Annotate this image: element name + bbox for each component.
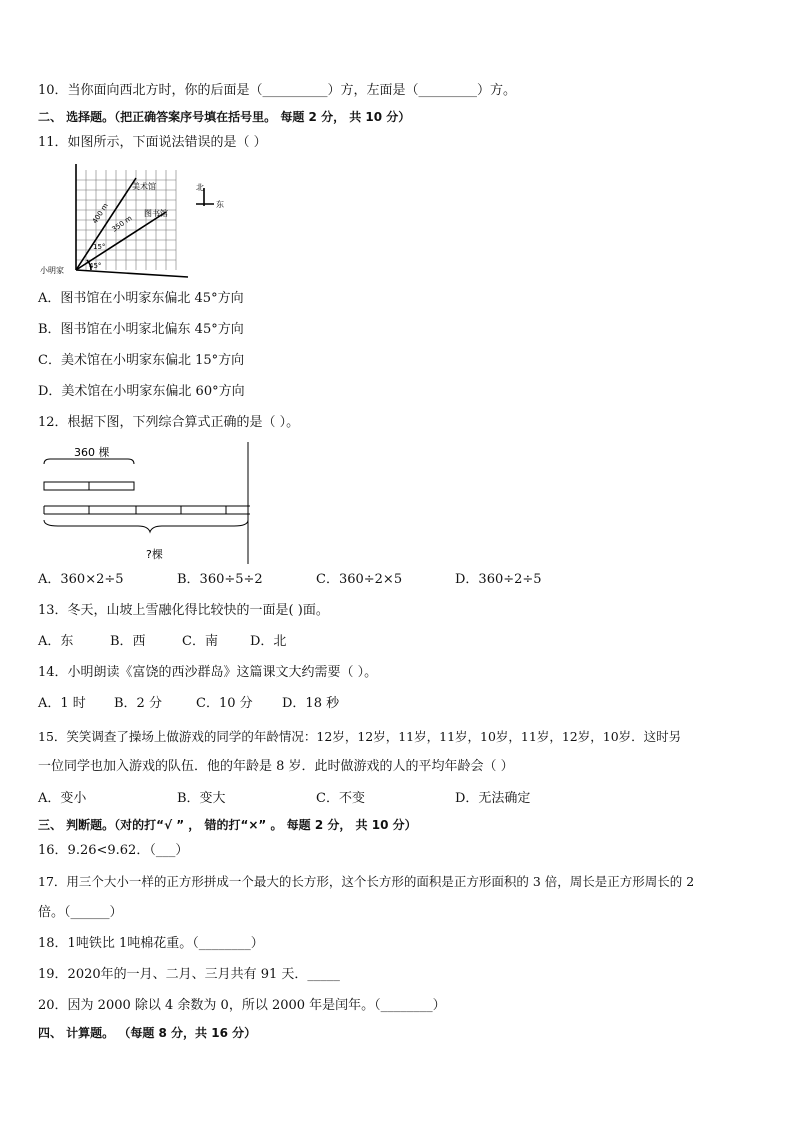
q14-option-b: B．2 分 [114, 696, 162, 711]
question-11-figure [36, 160, 236, 282]
north-label: 北 [196, 183, 204, 192]
question-15-line-2: 一位同学也加入游戏的队伍．他的年龄是 8 岁．此时做游戏的人的平均年龄会（ ） [38, 759, 514, 774]
home-label: 小明家 [40, 266, 64, 275]
library-label: 图书馆 [144, 209, 168, 218]
section-4-heading: 四、 计算题。 （每题 8 分，共 16 分） [38, 1026, 257, 1040]
question-13: 13．冬天，山坡上雪融化得比较快的一面是( )面。 [38, 603, 329, 618]
question-19: 19．2020年的一月、二月、三月共有 91 天．_____ [38, 967, 340, 982]
fig12-bottom-label: ?棵 [146, 548, 163, 561]
q13-option-b: B．西 [110, 634, 146, 649]
q13-option-c: C．南 [182, 634, 218, 649]
fig12-top-label: 360 棵 [74, 446, 110, 459]
angle-45-label: 45° [89, 262, 102, 270]
q14-option-a: A．1 时 [38, 696, 86, 711]
section-3-heading: 三、 判断题。（对的打“√ ” ， 错的打“×” 。 每题 2 分， 共 10 分） [38, 818, 417, 832]
q15-option-a: A．变小 [38, 791, 87, 806]
q12-option-b: B．360÷5÷2 [177, 572, 263, 587]
q12-option-a: A．360×2÷5 [38, 572, 124, 587]
q11-option-d: D．美术馆在小明家东偏北 60°方向 [38, 384, 245, 399]
question-17-line-1: 17．用三个大小一样的正方形拼成一个最大的长方形，这个长方形的面积是正方形面积的 3 倍，周长是正方形周长的 2 [38, 874, 695, 889]
q11-option-a: A．图书馆在小明家东偏北 45°方向 [38, 291, 244, 306]
question-18: 18．1吨铁比 1吨棉花重。（________） [38, 936, 264, 951]
question-11: 11．如图所示，下面说法错误的是（ ） [38, 135, 267, 150]
q12-option-c: C．360÷2×5 [316, 572, 403, 587]
q11-option-c: C．美术馆在小明家东偏北 15°方向 [38, 353, 245, 368]
angle-15-label: 15° [93, 243, 106, 251]
question-12: 12．根据下图，下列综合算式正确的是（ ）。 [38, 415, 300, 430]
q12-option-d: D．360÷2÷5 [455, 572, 542, 587]
east-label: 东 [216, 200, 224, 209]
section-2-heading: 二、 选择题。（把正确答案序号填在括号里。 每题 2 分， 共 10 分） [38, 110, 411, 124]
question-20: 20．因为 2000 除以 4 余数为 0，所以 2000 年是闰年。（________） [38, 998, 446, 1013]
q13-option-d: D．北 [250, 634, 287, 649]
question-15-line-1: 15．笑笑调查了操场上做游戏的同学的年龄情况：12岁，12岁，11岁，11岁，10岁，11岁，12岁，10岁．这时另 [38, 729, 682, 744]
question-10: 10．当你面向西北方时，你的后面是（__________）方，左面是（_________）方。 [38, 83, 517, 98]
distance-400-label: 400 m [90, 201, 110, 226]
distance-350-label: 350 m [110, 214, 134, 234]
question-14: 14．小明朗读《富饶的西沙群岛》这篇课文大约需要（ ）。 [38, 665, 378, 680]
art-museum-label: 美术馆 [132, 182, 156, 191]
question-17-line-2: 倍。（______） [38, 905, 123, 920]
q15-option-d: D．无法确定 [455, 791, 531, 806]
question-12-figure [38, 440, 254, 564]
q14-option-d: D．18 秒 [282, 696, 340, 711]
question-16: 16．9.26<9.62．（___） [38, 843, 189, 858]
q15-option-c: C．不变 [316, 791, 365, 806]
q15-option-b: B．变大 [177, 791, 226, 806]
q11-option-b: B．图书馆在小明家北偏东 45°方向 [38, 322, 244, 337]
q13-option-a: A．东 [38, 634, 74, 649]
q14-option-c: C．10 分 [196, 696, 253, 711]
